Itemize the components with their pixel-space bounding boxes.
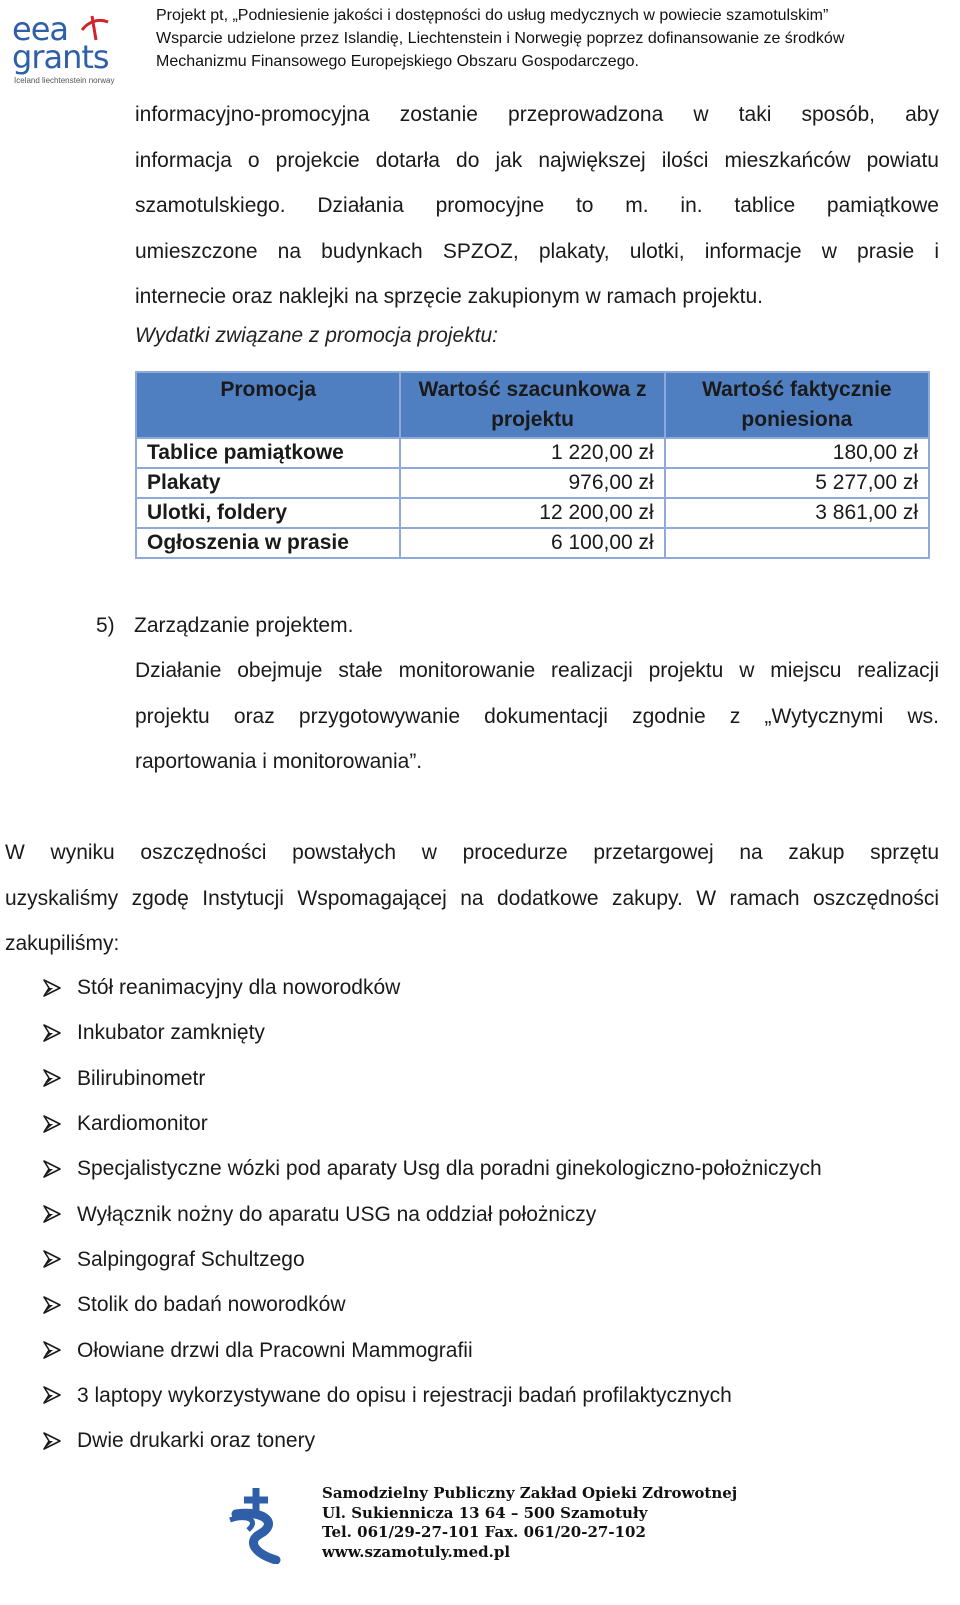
row-name: Tablice pamiątkowe [136,438,400,468]
list-item [42,1327,822,1372]
column-header: Wartość faktycznie poniesiona [665,372,929,438]
actual-value: 3 861,00 zł [665,498,929,528]
arrow-bullet-icon [42,1204,62,1224]
table-row [136,528,929,558]
list-item [42,1010,822,1055]
actual-value: 5 277,00 zł [665,468,929,498]
paragraph-line: uzyskaliśmy zgodę Instytucji Wspomagającej na dodatkowe zakupy. W ramach oszczędności [5,886,939,910]
paragraph-line: W wyniku oszczędności powstałych w procedurze przetargowej na zakup sprzętu [5,841,939,864]
arrow-bullet-icon [42,1068,62,1088]
list-item [42,1373,822,1418]
table-caption: Wydatki związane z promocja projektu: [135,324,498,347]
estimated-value: 12 200,00 zł [400,498,664,528]
table-header-row [136,372,929,438]
list-item [42,1237,822,1282]
actual-value [665,528,929,558]
purchases-list [42,965,822,1463]
list-item-label: Dwie drukarki oraz tonery [77,1429,316,1453]
logo-text-grants: grants [12,38,109,76]
paragraph-line: Działanie obejmuje stałe monitorowanie realizacji projektu w miejscu realizacji [135,659,939,682]
list-item-label: Stół reanimacyjny dla noworodków [77,976,401,1000]
column-header: Wartość szacunkowa z projektu [400,372,664,438]
page-header [0,0,960,90]
promotion-paragraph [135,92,939,320]
paragraph-line: projektu oraz przygotowywanie dokumentacji zgodnie z „Wytycznymi ws. [135,704,939,728]
list-item-label: Ołowiane drzwi dla Pracowni Mammografii [77,1338,473,1362]
list-item [42,1056,822,1101]
footer-address [322,1484,737,1563]
project-header-text [156,4,844,73]
list-item-label: Stolik do badań noworodków [77,1293,346,1317]
paragraph-line: raportowania i monitorowania”. [135,750,423,773]
table-row [136,498,929,528]
arrow-bullet-icon [42,1295,62,1315]
row-name: Ogłoszenia w prasie [136,528,400,558]
footer-line: Ul. Sukiennicza 13 64 – 500 Szamotuły [322,1503,648,1522]
list-item [42,1418,822,1463]
arrow-bullet-icon [42,1249,62,1269]
column-header: Promocja [136,372,400,438]
list-item-label: Salpingograf Schultzego [77,1247,305,1271]
list-item-label: 3 laptopy wykorzystywane do opisu i rejestracji badań profilaktycznych [77,1383,732,1407]
paragraph-line: informacyjno-promocyjna zostanie przeprowadzona w taki sposób, aby [135,103,939,126]
savings-paragraph [5,830,939,967]
list-item [42,1191,822,1236]
list-item [42,965,822,1010]
row-name: Ulotki, foldery [136,498,400,528]
paragraph-line: umieszczone na budynkach SPZOZ, plakaty, ulotki, informacje w prasie i [135,239,939,263]
footer-line: Tel. 061/29-27-101 Fax. 061/20-27-102 [322,1523,646,1542]
arrow-bullet-icon [42,978,62,998]
table-row [136,468,929,498]
list-item-label: Inkubator zamknięty [77,1021,265,1045]
paragraph-line: szamotulskiego. Działania promocyjne to m. in. tablice pamiątkowe [135,194,939,217]
header-line: Wsparcie udzielone przez Islandię, Liechtenstein i Norwegię poprzez dofinansowanie ze środków [156,30,845,47]
section-5-heading [96,603,353,648]
list-item-label: Bilirubinometr [77,1066,206,1090]
header-line: Mechanizmu Finansowego Europejskiego Obszaru Gospodarczego. [156,53,639,70]
paragraph-line: informacja o projekcie dotarła do jak największej ilości mieszkańców powiatu [135,148,939,172]
promotion-expenses-table [135,371,930,559]
eea-grants-logo [8,8,118,86]
spzoz-logo-icon [226,1484,286,1564]
section-number: 5) [96,614,115,637]
list-item [42,1146,822,1191]
paragraph-line: zakupiliśmy: [5,932,120,955]
table-row [136,438,929,468]
arrow-bullet-icon [42,1385,62,1405]
logo-tagline: Iceland liechtenstein norway [14,76,115,85]
header-line: Projekt pt, „Podniesienie jakości i dostępności do usług medycznych w powiecie szamotulskim” [156,7,829,24]
footer-line: Samodzielny Publiczny Zakład Opieki Zdrowotnej [322,1484,738,1502]
arrow-bullet-icon [42,1340,62,1360]
arrow-bullet-icon [42,1114,62,1134]
list-item-label: Specjalistyczne wózki pod aparaty Usg dla poradni ginekologiczno-położniczych [77,1157,822,1181]
estimated-value: 1 220,00 zł [400,438,664,468]
paragraph-line: internecie oraz naklejki na sprzęcie zakupionym w ramach projektu. [135,285,763,308]
arrow-bullet-icon [42,1159,62,1179]
logo-text-eea: eea [12,10,68,48]
actual-value: 180,00 zł [665,438,929,468]
list-item-label: Wyłącznik nożny do aparatu USG na oddział położniczy [77,1202,597,1226]
list-item [42,1282,822,1327]
arrow-bullet-icon [42,1023,62,1043]
estimated-value: 6 100,00 zł [400,528,664,558]
management-paragraph [135,648,939,785]
list-item [42,1101,822,1146]
footer-line: www.szamotuly.med.pl [322,1543,511,1562]
arrow-bullet-icon [42,1431,62,1451]
estimated-value: 976,00 zł [400,468,664,498]
list-item-label: Kardiomonitor [77,1112,208,1136]
section-title: Zarządzanie projektem. [134,614,354,637]
row-name: Plakaty [136,468,400,498]
